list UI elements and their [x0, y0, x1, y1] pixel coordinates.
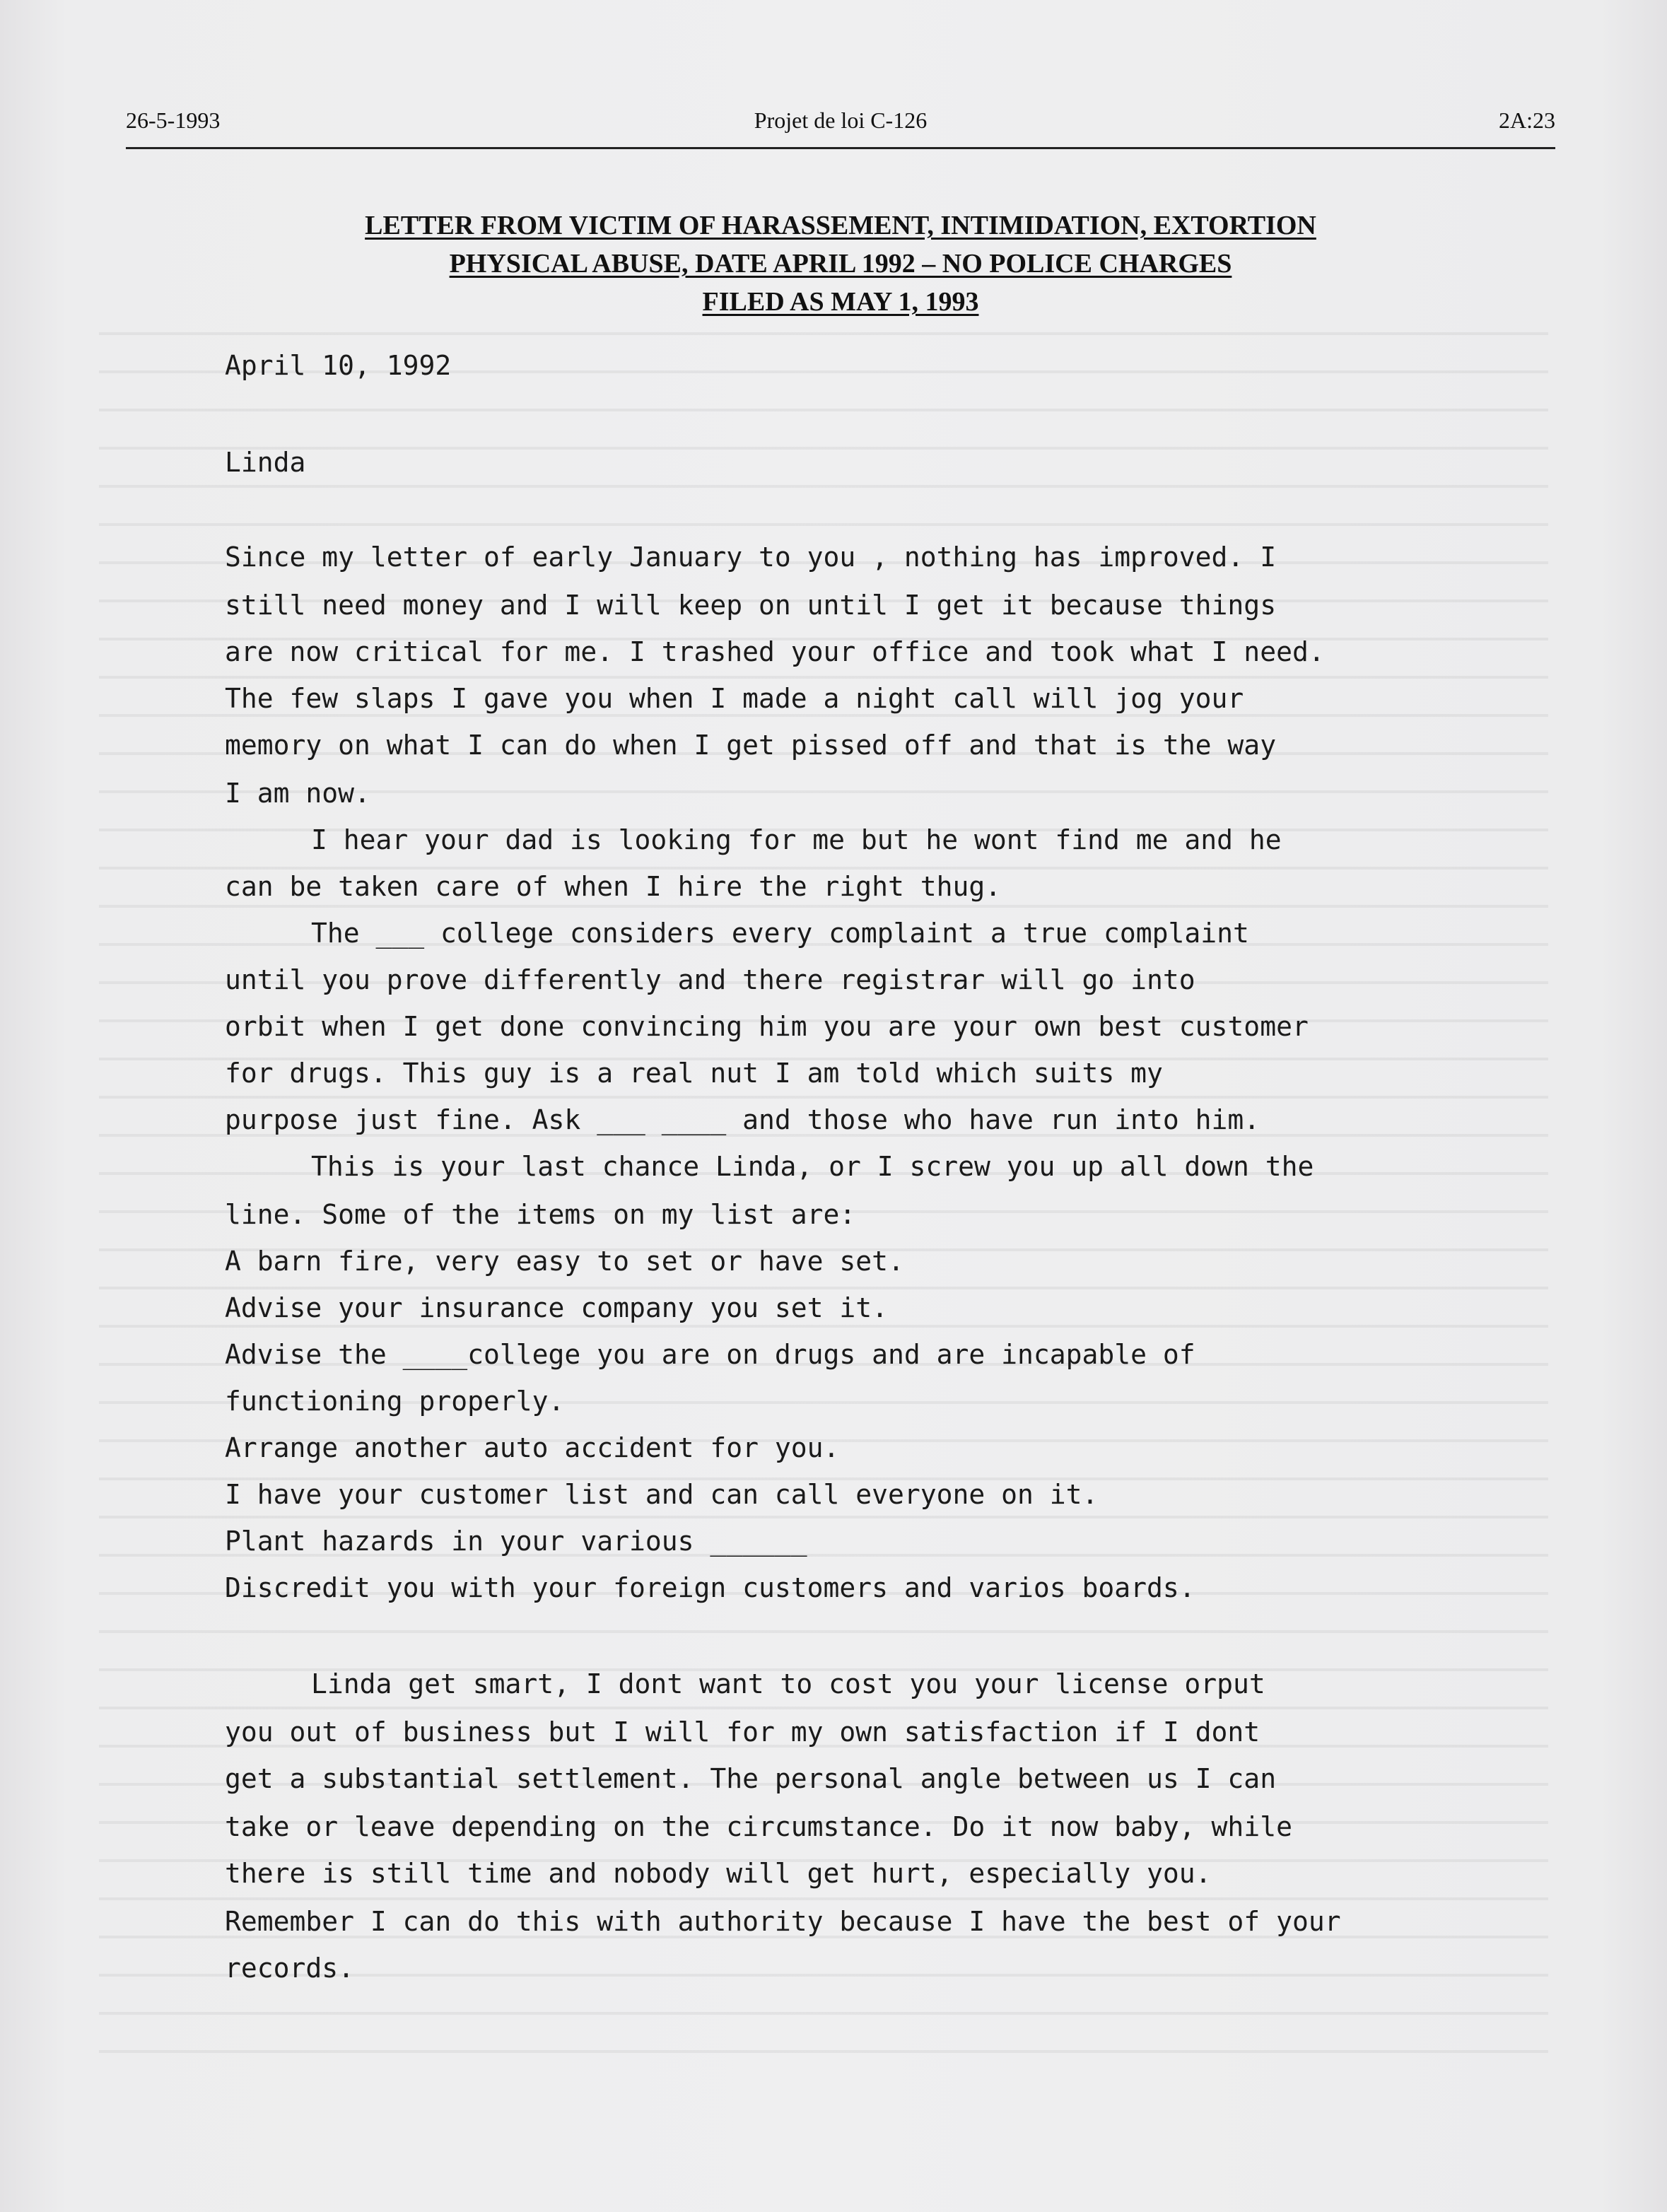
page-header	[126, 107, 1555, 149]
letter-list-item: functioning properly.	[225, 1386, 565, 1417]
letter-line: The few slaps I gave you when I made a night call will jog your	[225, 683, 1244, 714]
letter-list-item: Advise your insurance company you set it.	[225, 1292, 888, 1323]
letter-list-item: I have your customer list and can call everyone on it.	[225, 1479, 1099, 1510]
letter-line: take or leave depending on the circumstance. Do it now baby, while	[225, 1811, 1292, 1842]
letter-line: orbit when I get done convincing him you are your own best customer	[225, 1011, 1309, 1042]
letter-line: I hear your dad is looking for me but he wont find me and he	[311, 824, 1282, 855]
letter-line: I am now.	[225, 778, 370, 809]
letter-salutation: Linda	[225, 447, 306, 478]
letter-line: memory on what I can do when I get pissed off and that is the way	[225, 730, 1277, 761]
letter-line: Remember I can do this with authority because I have the best of your	[225, 1906, 1341, 1937]
letter-line: Since my letter of early January to you , nothing has improved. I	[225, 542, 1277, 573]
letter-line: records.	[225, 1953, 355, 1984]
letter-line: line. Some of the items on my list are:	[225, 1199, 856, 1230]
letter-line: you out of business but I will for my own satisfaction if I dont	[225, 1716, 1261, 1748]
letter-line: This is your last chance Linda, or I screw you up all down the	[311, 1151, 1314, 1182]
title-line-2: PHYSICAL ABUSE, DATE APRIL 1992 – NO POLICE CHARGES	[449, 249, 1232, 279]
letter-list-item: Arrange another auto accident for you.	[225, 1432, 840, 1463]
header-date: 26-5-1993	[126, 107, 221, 133]
letter-list-item: Plant hazards in your various ______	[225, 1526, 807, 1557]
letter-date: April 10, 1992	[225, 350, 452, 381]
title-line-3: FILED AS MAY 1, 1993	[702, 287, 979, 317]
letter-list-item: A barn fire, very easy to set or have set.	[225, 1246, 904, 1277]
header-bill-title: Projet de loi C-126	[754, 107, 928, 133]
letter-line: can be taken care of when I hire the right thug.	[225, 871, 1002, 902]
letter-line: purpose just fine. Ask ___ ____ and those who have run into him.	[225, 1104, 1261, 1135]
letter-line: The ___ college considers every complaint a true complaint	[311, 918, 1249, 949]
letter-list-item: Advise the ____college you are on drugs and are incapable of	[225, 1339, 1195, 1370]
letter-line: get a substantial settlement. The personal angle between us I can	[225, 1763, 1277, 1794]
letter-line: for drugs. This guy is a real nut I am told which suits my	[225, 1058, 1163, 1089]
letter-line: until you prove differently and there registrar will go into	[225, 964, 1195, 995]
document-title	[126, 206, 1555, 321]
letter-line: there is still time and nobody will get hurt, especially you.	[225, 1858, 1212, 1889]
letter-line: still need money and I will keep on until I get it because things	[225, 590, 1277, 621]
letter-list-item: Discredit you with your foreign customers and varios boards.	[225, 1572, 1195, 1603]
header-page-reference: 2A:23	[1499, 107, 1555, 133]
letter-line: are now critical for me. I trashed your office and took what I need.	[225, 636, 1325, 667]
title-line-1: LETTER FROM VICTIM OF HARASSEMENT, INTIMIDATION, EXTORTION	[365, 211, 1316, 240]
letter-line: Linda get smart, I dont want to cost you your license orput	[311, 1668, 1265, 1699]
